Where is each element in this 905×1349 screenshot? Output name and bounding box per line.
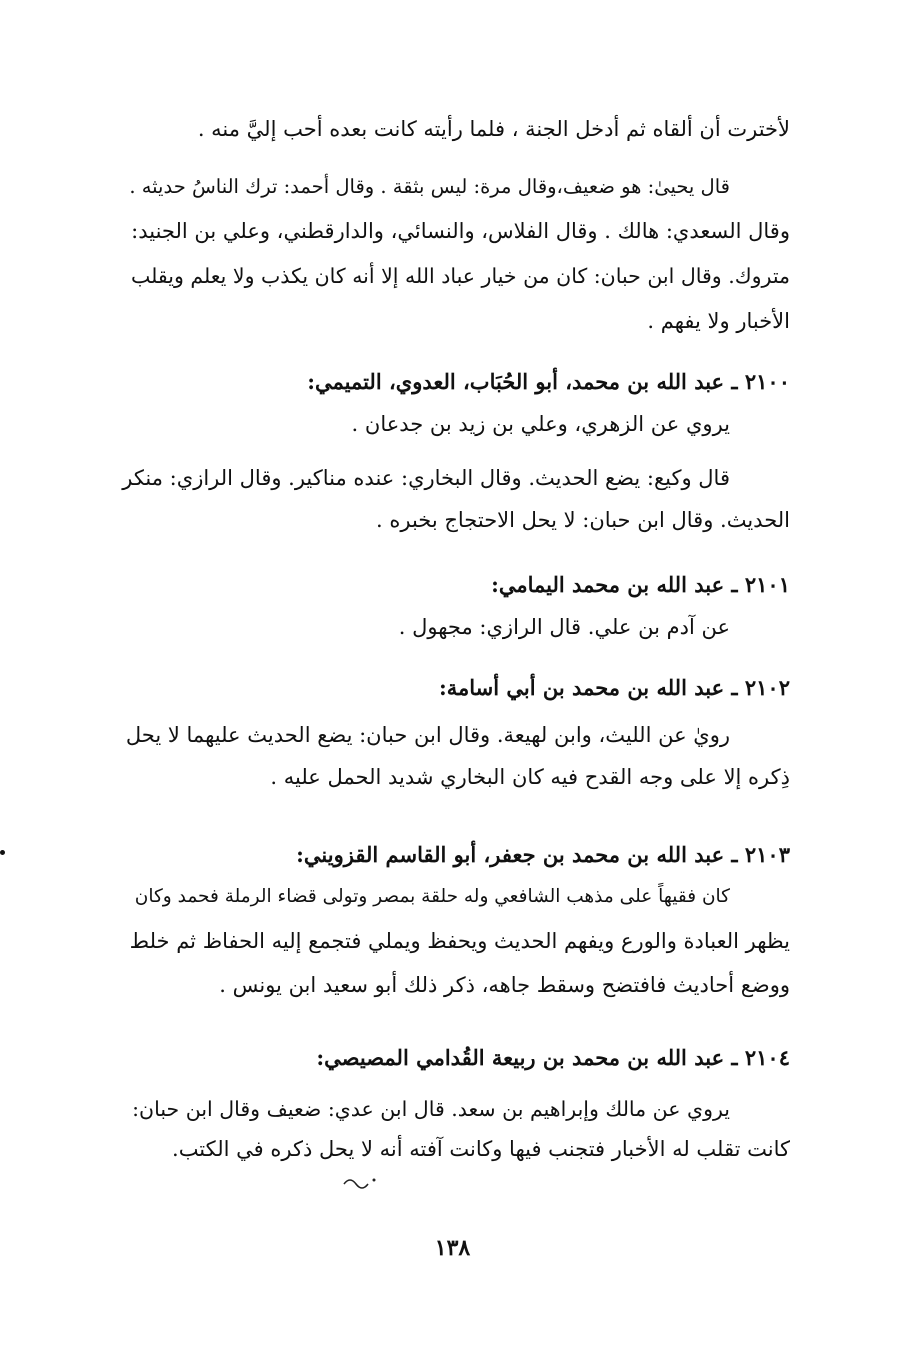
- text-line: متروك. وقال ابن حبان: كان من خيار عباد الله إلا أنه كان يكذب ولا يعلم ويقلب: [130, 264, 790, 288]
- text-line: يروي عن الزهري، وعلي بن زيد بن جدعان .: [351, 412, 730, 436]
- text-line: عن آدم بن علي. قال الرازي: مجهول .: [398, 615, 730, 639]
- text-line: قال يحيىٰ: هو ضعيف،وقال مرة: ليس بثقة . وقال أحمد: ترك الناسُ حديثه .: [129, 175, 730, 198]
- text-line: يروي عن مالك وإبراهيم بن سعد. قال ابن عدي: ضعيف وقال ابن حبان:: [132, 1097, 730, 1121]
- text-line: وقال السعدي: هالك . وقال الفلاس، والنسائي، والدارقطني، وعلي بن الجنيد:: [131, 219, 790, 243]
- entry-heading-2101: ٢١٠١ ـ عبد الله بن محمد اليمامي:: [491, 572, 790, 597]
- text-line: رويٰ عن الليث، وابن لهيعة. وقال ابن حبان: يضع الحديث عليهما لا يحل: [125, 723, 730, 747]
- entry-heading-2102: ٢١٠٢ ـ عبد الله بن محمد بن أبي أسامة:: [439, 675, 790, 700]
- entry-heading-2100: ٢١٠٠ ـ عبد الله بن محمد، أبو الحُبَاب، العدوي، التميمي:: [307, 369, 790, 394]
- text-line: كانت تقلب له الأخبار فتجنب فيها وكانت آفته أنه لا يحل ذكره في الكتب.: [172, 1137, 790, 1161]
- text-line: الأخبار ولا يفهم .: [647, 309, 790, 333]
- handwritten-annotation-icon: [340, 1172, 380, 1192]
- text-line: لأخترت أن ألقاه ثم أدخل الجنة ، فلما رأيته كانت بعده أحب إليَّ منه .: [197, 117, 790, 141]
- text-line: قال وكيع: يضع الحديث. وقال البخاري: عنده مناكير. وقال الرازي: منكر: [122, 466, 730, 490]
- text-line: يظهر العبادة والورع ويفهم الحديث ويحفظ ويملي فتجمع إليه الحفاظ ثم خلط: [129, 929, 790, 953]
- text-line: الحديث. وقال ابن حبان: لا يحل الاحتجاج بخبره .: [376, 508, 790, 532]
- text-line: ذِكره إلا على وجه القدح فيه كان البخاري شديد الحمل عليه .: [270, 765, 790, 789]
- page-number: ١٣٨: [434, 1235, 471, 1261]
- entry-heading-2104: ٢١٠٤ ـ عبد الله بن محمد بن ربيعة القُدامي المصيصي:: [316, 1045, 790, 1070]
- text-line: كان فقيهاً على مذهب الشافعي وله حلقة بمصر وتولى قضاء الرملة فحمد وكان: [134, 886, 730, 907]
- margin-dot: [0, 850, 5, 855]
- entry-heading-2103: ٢١٠٣ ـ عبد الله بن محمد بن جعفر، أبو القاسم القزويني:: [296, 842, 790, 867]
- text-line: ووضع أحاديث فافتضح وسقط جاهه، ذكر ذلك أبو سعيد ابن يونس .: [219, 973, 790, 997]
